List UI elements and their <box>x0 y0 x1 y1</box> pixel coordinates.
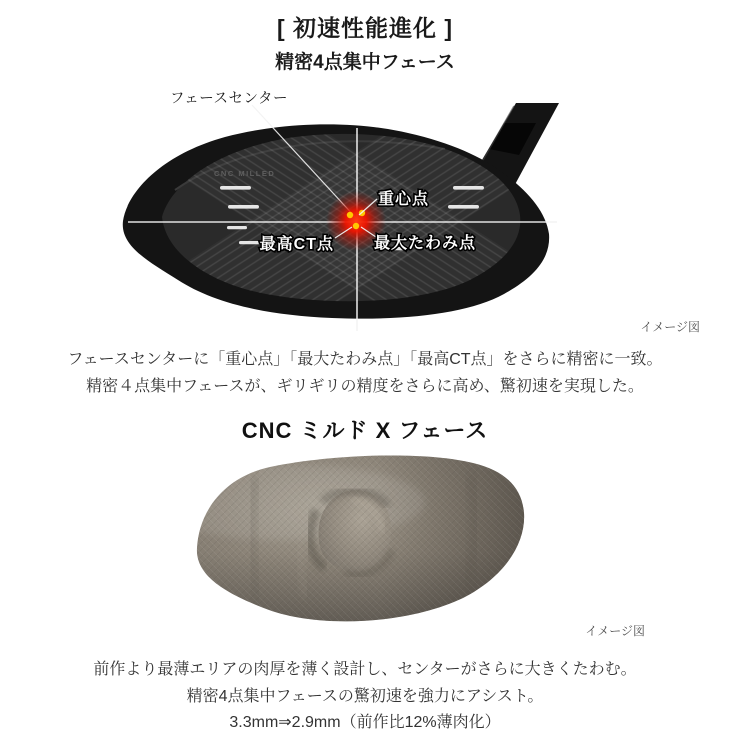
description-2-line-2: 精密4点集中フェースの驚初速を強力にアシスト。 <box>186 687 544 705</box>
face-plate-figure <box>0 450 730 635</box>
page-subtitle: 精密4点集中フェース <box>275 52 455 73</box>
driver-face-figure <box>0 85 730 340</box>
max-deflection-point-label: 最大たわみ点 <box>374 235 477 252</box>
section2-title: CNC ミルド X フェース <box>241 418 489 443</box>
cnc-milled-stamp: CNC MILLED <box>214 169 276 178</box>
page-title: [ 初速性能進化 ] <box>276 15 454 41</box>
description-paragraph-2 <box>0 657 730 737</box>
face-center-label: フェースセンター <box>170 91 288 107</box>
description-1-line-1: フェースセンターに「重心点」「最大たわみ点」「最高CT点」をさらに精密に一致。 <box>67 351 663 368</box>
plate-milling-texture <box>197 455 524 621</box>
description-paragraph-1 <box>0 346 730 400</box>
max-ct-point-label: 最高CT点 <box>259 236 334 253</box>
description-2-line-3: 3.3mm⇒2.9mm（前作比12%薄肉化） <box>229 714 501 731</box>
gravity-point-label: 重心点 <box>378 191 430 208</box>
image-caption-1: イメージ図 <box>640 320 700 334</box>
image-caption-2: イメージ図 <box>585 624 645 638</box>
description-1-line-2: 精密４点集中フェースが、ギリギリの精度をさらに高め、驚初速を実現した。 <box>86 378 644 395</box>
description-2-line-1: 前作より最薄エリアの肉厚を薄く設計し、センターがさらに大きくたわむ。 <box>93 661 637 678</box>
